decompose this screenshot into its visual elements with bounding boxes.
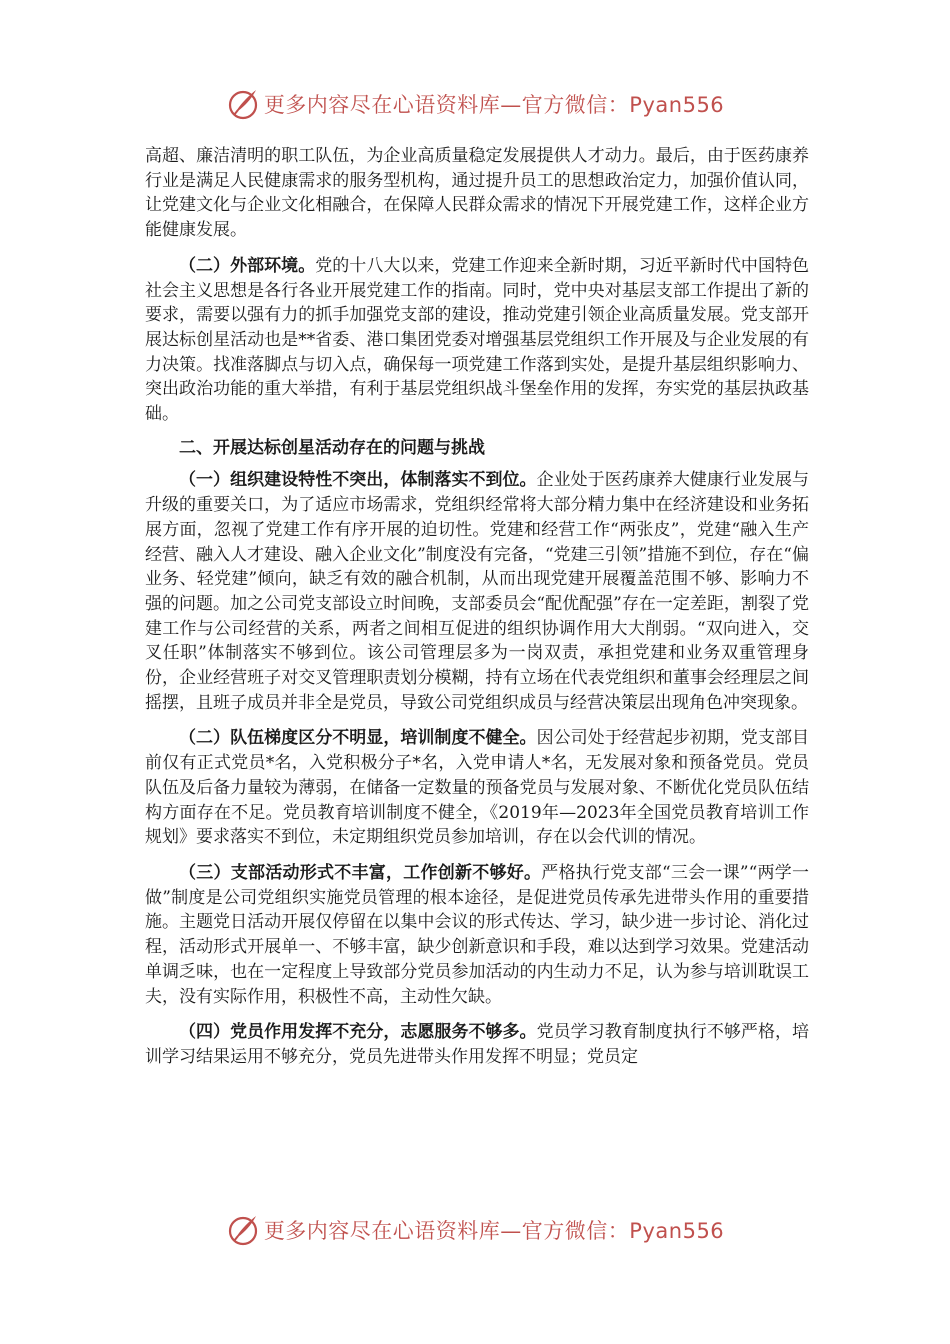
footer-banner-text: 更多内容尽在心语资料库—官方微信：Pyan556: [263, 1219, 725, 1243]
paragraph-body: 党的十八大以来，党建工作迎来全新时期，习近平新时代中国特色社会主义思想是各行各业开展党建工作的指南。同时，党中央对基层支部工作提出了新的要求，需要以强有力的抓手加强党支部的建设，推动党建引领企业高质量发展。党支部开展达标创星活动也是**省委、港口集团党委对增强基层党组织工作开展及与企业发展的有力决策。找准落脚点与切入点，确保每一项党建工作落到实处，是提升基层组织影响力、突出政治功能的重大举措，有利于基层党组织战斗堡垒作用的发挥，夯实党的基层执政基础。: [145, 255, 810, 425]
item-heading: （一）组织建设特性不突出，体制落实不到位。: [179, 470, 537, 491]
quill-circle-logo-icon: [226, 1213, 260, 1247]
footer-banner: [0, 1210, 950, 1250]
item-heading: （二）队伍梯度区分不明显，培训制度不健全。: [179, 728, 537, 749]
item-heading: （四）党员作用发挥不充分，志愿服务不够多。: [179, 1022, 537, 1043]
intro-paragraph: 高超、廉洁清明的职工队伍，为企业高质量稳定发展提供人才动力。最后，由于医药康养行业是满足人民健康需求的服务型机构，通过提升员工的思想政治定力，加强价值认同，让党建文化与企业文化相融合，在保障人民群众需求的情况下开展党建工作，这样企业方能健康发展。: [145, 146, 809, 241]
paragraph-item-1: [145, 468, 809, 715]
item-body: 因公司处于经营起步初期，党支部目前仅有正式党员*名，入党积极分子*名，入党申请人*名，无发展对象和预备党员。党员队伍及后备力量较为薄弱，在储备一定数量的预备党员与发展对象、不断优化党员队伍结构方面存在不足。党员教育培训制度不健全，《2019年—2023年全国党员教育培训工作规划》要求落实不到位，未定期组织党员参加培训，存在以会代训的情况。: [145, 728, 810, 848]
paragraph-item-4: [145, 1020, 809, 1069]
section-heading-2: 二、开展达标创星活动存在的问题与挑战: [179, 437, 485, 458]
item-body: 党员学习教育制度执行不够严格，培训学习结果运用不够充分，党员先进带头作用发挥不明显；党员定: [145, 1022, 810, 1067]
item-body: 企业处于医药康养大健康行业发展与升级的重要关口，为了适应市场需求，党组织经常将大部分精力集中在经济建设和业务拓展方面，忽视了党建工作有序开展的迫切性。党建和经营工作“两张皮”，党建“融入生产经营、融入人才建设、融入企业文化”制度没有完备，“党建三引领”措施不到位，存在“偏业务、轻党建”倾向，缺乏有效的融合机制，从而出现党建开展覆盖范围不够、影响力不强的问题。加之公司党支部设立时间晚，支部委员会“配优配强”存在一定差距，割裂了党建工作与公司经营的关系，两者之间相互促进的组织协调作用大大削弱。“双向进入，交叉任职”体制落实不够到位。该公司管理层多为一岗双责，承担党建和业务双重管理身份，企业经营班子对交叉管理职责划分模糊，持有立场在代表党组织和董事会经理层之间摇摆，且班子成员并非全是党员，导致公司党组织成员与经营决策层出现角色冲突现象。: [145, 470, 810, 713]
paragraph-item-2: [145, 726, 809, 850]
subheading-external-environment: （二）外部环境。: [179, 255, 316, 276]
document-body: [145, 144, 809, 1070]
paragraph-item-3: [145, 861, 809, 1009]
paragraph-external-environment: [145, 254, 809, 427]
header-banner-text: 更多内容尽在心语资料库—官方微信：Pyan556: [263, 93, 725, 117]
item-body: 严格执行党支部“三会一课”“两学一做”制度是公司党组织实施党员管理的根本途径，是促进党员传承先进带头作用的重要措施。主题党日活动开展仅停留在以集中会议的形式传达、学习，缺少进一步讨论、消化过程，活动形式开展单一、不够丰富，缺少创新意识和手段，难以达到学习效果。党建活动单调乏味，也在一定程度上导致部分党员参加活动的内生动力不足，认为参与培训耽误工夫，没有实际作用，积极性不高，主动性欠缺。: [145, 862, 810, 1007]
header-banner: [0, 84, 950, 124]
quill-circle-logo-icon: [226, 87, 260, 121]
item-heading: （三）支部活动形式不丰富，工作创新不够好。: [179, 862, 542, 883]
